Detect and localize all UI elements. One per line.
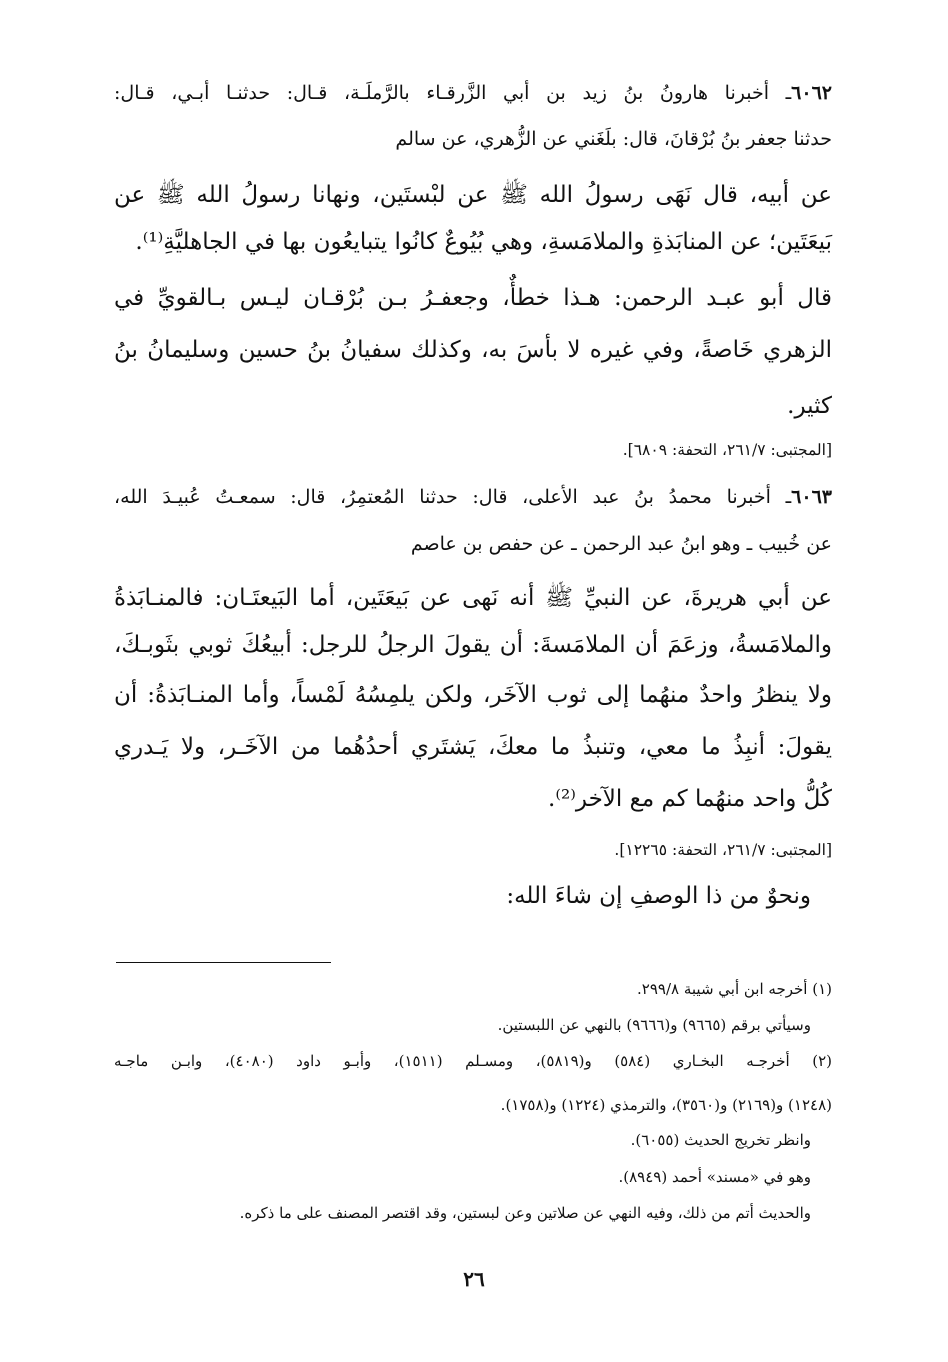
- hadith-6062-matn-line-1: عن أبيه، قال نَهَى رسولُ الله ﷺ عن لبْستَين، ونهانا رسولُ الله ﷺ عن: [114, 182, 832, 208]
- footnote-2-line-5: والحديث أتم من ذلك، وفيه النهي عن صلاتين وعن لبستين، وقد اقتصر المصنف على ما ذكره.: [239, 1204, 811, 1222]
- hadith-number: ٦٠٦٣: [791, 486, 832, 508]
- hadith-6063-isnad-line-1: ٦٠٦٣ـ أخبرنا محمدُ بنُ عبد الأعلى، قال: حدثنا المُعتمِرُ، قال: سمعـتُ عُبيـدَ الله،: [114, 486, 832, 508]
- hadith-6063-matn-line-2: والملامَسةُ، وزعَمَ أن الملامَسةَ: أن يقولَ الرجلُ للرجل: أبيعُكَ ثوبي بثَوبـكَ،: [114, 632, 832, 658]
- footnote-1-line-2: وسيأتي برقم (٩٦٦٥) و(٩٦٦٦) بالنهي عن اللبستين.: [497, 1016, 811, 1034]
- hadith-6063-matn-line-3: ولا ينظرُ واحدٌ منهُما إلى ثوب الآخَر، ولكن يلمِسُهُ لَمْساً، وأما المنـابَذةُ: أن: [114, 682, 832, 708]
- hadith-6062-matn-line-2: بَيعَتَين؛ عن المنابَذةِ والملامَسةِ، وهي بُيُوعٌ كانُوا يتبايعُون بها في الجاهليَّةِ⁽¹⁾.: [135, 229, 832, 255]
- hadith-6062-isnad-line-2: حدثنا جعفر بنُ بُرْقانَ، قال: بلَغَني عن الزُّهري، عن سالم: [395, 128, 832, 150]
- footnote-2-line-2: (١٢٤٨) و(٢١٦٩) و(٣٥٦٠)، والترمذي (١٢٢٤) و(١٧٥٨).: [500, 1096, 832, 1114]
- footnote-separator: [116, 962, 331, 963]
- footnote-2-line-4: وهو في «مسند» أحمد (٨٩٤٩).: [618, 1168, 811, 1186]
- footnote-2-line-1: (٢) أخرجـه البخـاري (٥٨٤) و(٥٨١٩)، ومسـلم (١٥١١)، وأبـو داود (٤٠٨٠)، وابـن ماجـه: [114, 1052, 832, 1070]
- hadith-6063-matn-line-4: يقولَ: أنبِذُ ما معي، وتنبذُ ما معكَ، يَشتَري أحدُهُما من الآخَـر، ولا يَـدري: [114, 734, 832, 760]
- hadith-number: ٦٠٦٢: [791, 82, 832, 104]
- page-number: ٢٦: [463, 1267, 485, 1291]
- footnote-1-line-1: (١) أخرجه ابن أبي شيبة ٢٩٩/٨.: [637, 980, 832, 998]
- footnote-2-line-3: وانظر تخريج الحديث (٦٠٥٥).: [630, 1131, 811, 1149]
- hadith-6062-isnad-line-1: ٦٠٦٢ـ أخبرنا هارونُ بنُ زيد بن أبي الزَّرقـاء بالرَّملَـة، قـال: حدثنـا أبـي، قـال:: [114, 82, 832, 104]
- hadith-6062-comment-line-1: قال أبو عبـد الرحمن: هـذا خطأٌ، وجعفـرُ بـن بُرْقـان ليـس بـالقويِّ في: [114, 285, 832, 311]
- hadith-6063-matn-line-5: كُلُّ واحد منهُما كم مع الآخر⁽²⁾.: [548, 786, 832, 812]
- hadith-6062-comment-line-2: الزهري خَاصةً، وفي غيره لا بأسَ به، وكذلك سفيانُ بنُ حسين وسليمانُ بنُ: [114, 337, 832, 363]
- closing-line: ونحوٌ من ذا الوصفِ إن شاءَ الله:: [506, 883, 811, 909]
- hadith-6063-matn-line-1: عن أبي هريرةَ، عن النبيِّ ﷺ أنه نَهى عن بَيعَتَين، أما البَيعتَـان: فالمنـابَذةُ: [114, 585, 832, 611]
- hadith-6063-source: [المجتبى: ٢٦١/٧، التحفة: ١٢٢٦٥].: [614, 841, 832, 859]
- hadith-6063-isnad-line-2: عن خُبيب ـ وهو ابنُ عبد الرحمن ـ عن حفص بن عاصم: [410, 533, 832, 555]
- hadith-6062-comment-line-3: كثير.: [787, 393, 832, 419]
- hadith-6062-source: [المجتبى: ٢٦١/٧، التحفة: ٦٨٠٩].: [622, 441, 832, 459]
